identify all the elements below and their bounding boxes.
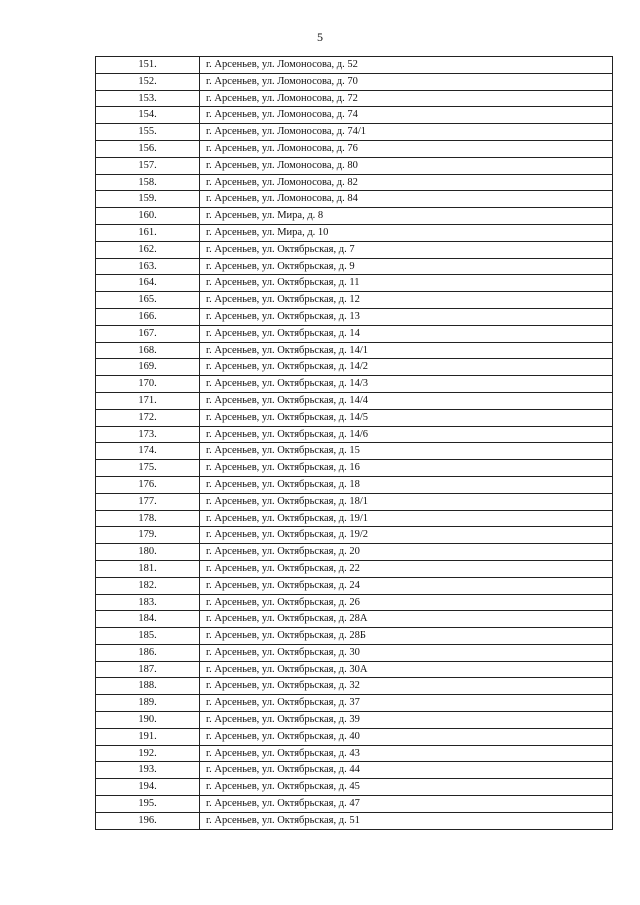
table-row xyxy=(96,308,613,325)
row-number: 164. xyxy=(96,275,200,292)
row-address: г. Арсеньев, ул. Октябрьская, д. 16 xyxy=(200,460,613,477)
table-row xyxy=(96,342,613,359)
row-number: 154. xyxy=(96,107,200,124)
row-address: г. Арсеньев, ул. Октябрьская, д. 45 xyxy=(200,779,613,796)
table-row xyxy=(96,241,613,258)
table-row xyxy=(96,376,613,393)
row-address: г. Арсеньев, ул. Октябрьская, д. 19/1 xyxy=(200,510,613,527)
row-number: 167. xyxy=(96,325,200,342)
row-number: 186. xyxy=(96,644,200,661)
row-number: 187. xyxy=(96,661,200,678)
table-row xyxy=(96,577,613,594)
table-row xyxy=(96,409,613,426)
table-row xyxy=(96,191,613,208)
row-number: 172. xyxy=(96,409,200,426)
table-row xyxy=(96,124,613,141)
table-row xyxy=(96,90,613,107)
table-row xyxy=(96,796,613,813)
table-row xyxy=(96,258,613,275)
row-address: г. Арсеньев, ул. Ломоносова, д. 84 xyxy=(200,191,613,208)
table-row xyxy=(96,661,613,678)
row-number: 158. xyxy=(96,174,200,191)
row-address: г. Арсеньев, ул. Октябрьская, д. 39 xyxy=(200,712,613,729)
row-number: 151. xyxy=(96,57,200,74)
row-number: 185. xyxy=(96,628,200,645)
row-address: г. Арсеньев, ул. Октябрьская, д. 19/2 xyxy=(200,527,613,544)
row-address: г. Арсеньев, ул. Октябрьская, д. 44 xyxy=(200,762,613,779)
row-address: г. Арсеньев, ул. Ломоносова, д. 70 xyxy=(200,73,613,90)
row-number: 160. xyxy=(96,208,200,225)
row-number: 175. xyxy=(96,460,200,477)
table-row xyxy=(96,359,613,376)
table-row xyxy=(96,443,613,460)
table-row xyxy=(96,476,613,493)
row-address: г. Арсеньев, ул. Октябрьская, д. 14/5 xyxy=(200,409,613,426)
row-address: г. Арсеньев, ул. Октябрьская, д. 51 xyxy=(200,812,613,829)
row-number: 188. xyxy=(96,678,200,695)
row-number: 171. xyxy=(96,392,200,409)
address-table xyxy=(95,56,613,830)
row-address: г. Арсеньев, ул. Октябрьская, д. 14 xyxy=(200,325,613,342)
row-address: г. Арсеньев, ул. Октябрьская, д. 14/3 xyxy=(200,376,613,393)
row-number: 162. xyxy=(96,241,200,258)
row-number: 189. xyxy=(96,695,200,712)
row-address: г. Арсеньев, ул. Октябрьская, д. 18 xyxy=(200,476,613,493)
address-table-body xyxy=(96,57,613,830)
table-row xyxy=(96,560,613,577)
row-address: г. Арсеньев, ул. Октябрьская, д. 15 xyxy=(200,443,613,460)
row-number: 157. xyxy=(96,157,200,174)
table-row xyxy=(96,812,613,829)
row-address: г. Арсеньев, ул. Октябрьская, д. 14/4 xyxy=(200,392,613,409)
table-row xyxy=(96,73,613,90)
row-number: 170. xyxy=(96,376,200,393)
row-number: 181. xyxy=(96,560,200,577)
row-address: г. Арсеньев, ул. Мира, д. 8 xyxy=(200,208,613,225)
row-address: г. Арсеньев, ул. Октябрьская, д. 37 xyxy=(200,695,613,712)
row-number: 180. xyxy=(96,544,200,561)
table-row xyxy=(96,493,613,510)
row-number: 173. xyxy=(96,426,200,443)
table-row xyxy=(96,628,613,645)
row-address: г. Арсеньев, ул. Октябрьская, д. 20 xyxy=(200,544,613,561)
row-address: г. Арсеньев, ул. Октябрьская, д. 40 xyxy=(200,728,613,745)
row-address: г. Арсеньев, ул. Октябрьская, д. 26 xyxy=(200,594,613,611)
row-address: г. Арсеньев, ул. Октябрьская, д. 30А xyxy=(200,661,613,678)
row-address: г. Арсеньев, ул. Октябрьская, д. 12 xyxy=(200,292,613,309)
row-address: г. Арсеньев, ул. Октябрьская, д. 14/6 xyxy=(200,426,613,443)
row-address: г. Арсеньев, ул. Ломоносова, д. 74 xyxy=(200,107,613,124)
row-address: г. Арсеньев, ул. Октябрьская, д. 11 xyxy=(200,275,613,292)
row-address: г. Арсеньев, ул. Октябрьская, д. 13 xyxy=(200,308,613,325)
table-row xyxy=(96,678,613,695)
table-row xyxy=(96,292,613,309)
table-row xyxy=(96,392,613,409)
row-address: г. Арсеньев, ул. Октябрьская, д. 7 xyxy=(200,241,613,258)
row-number: 182. xyxy=(96,577,200,594)
table-row xyxy=(96,275,613,292)
row-address: г. Арсеньев, ул. Октябрьская, д. 43 xyxy=(200,745,613,762)
table-row xyxy=(96,174,613,191)
row-address: г. Арсеньев, ул. Октябрьская, д. 14/2 xyxy=(200,359,613,376)
row-address: г. Арсеньев, ул. Октябрьская, д. 9 xyxy=(200,258,613,275)
table-row xyxy=(96,224,613,241)
row-number: 156. xyxy=(96,140,200,157)
row-number: 176. xyxy=(96,476,200,493)
row-number: 192. xyxy=(96,745,200,762)
row-number: 168. xyxy=(96,342,200,359)
table-row xyxy=(96,644,613,661)
table-row xyxy=(96,527,613,544)
page-number: 5 xyxy=(317,30,323,44)
row-address: г. Арсеньев, ул. Октябрьская, д. 14/1 xyxy=(200,342,613,359)
row-number: 161. xyxy=(96,224,200,241)
row-address: г. Арсеньев, ул. Октябрьская, д. 30 xyxy=(200,644,613,661)
row-number: 163. xyxy=(96,258,200,275)
row-number: 191. xyxy=(96,728,200,745)
row-address: г. Арсеньев, ул. Ломоносова, д. 76 xyxy=(200,140,613,157)
row-number: 152. xyxy=(96,73,200,90)
row-number: 155. xyxy=(96,124,200,141)
row-address: г. Арсеньев, ул. Ломоносова, д. 74/1 xyxy=(200,124,613,141)
row-address: г. Арсеньев, ул. Октябрьская, д. 47 xyxy=(200,796,613,813)
row-address: г. Арсеньев, ул. Октябрьская, д. 18/1 xyxy=(200,493,613,510)
row-number: 184. xyxy=(96,611,200,628)
table-row xyxy=(96,325,613,342)
table-row xyxy=(96,57,613,74)
row-address: г. Арсеньев, ул. Ломоносова, д. 72 xyxy=(200,90,613,107)
table-row xyxy=(96,745,613,762)
row-address: г. Арсеньев, ул. Октябрьская, д. 22 xyxy=(200,560,613,577)
row-address: г. Арсеньев, ул. Ломоносова, д. 80 xyxy=(200,157,613,174)
row-address: г. Арсеньев, ул. Ломоносова, д. 82 xyxy=(200,174,613,191)
table-row xyxy=(96,544,613,561)
table-row xyxy=(96,510,613,527)
row-number: 196. xyxy=(96,812,200,829)
table-row xyxy=(96,712,613,729)
table-row xyxy=(96,460,613,477)
row-number: 190. xyxy=(96,712,200,729)
row-number: 179. xyxy=(96,527,200,544)
row-number: 166. xyxy=(96,308,200,325)
row-number: 165. xyxy=(96,292,200,309)
table-row xyxy=(96,762,613,779)
row-number: 177. xyxy=(96,493,200,510)
table-row xyxy=(96,728,613,745)
table-row xyxy=(96,208,613,225)
row-number: 153. xyxy=(96,90,200,107)
row-number: 195. xyxy=(96,796,200,813)
table-row xyxy=(96,426,613,443)
table-row xyxy=(96,140,613,157)
row-address: г. Арсеньев, ул. Октябрьская, д. 28Б xyxy=(200,628,613,645)
table-row xyxy=(96,779,613,796)
table-row xyxy=(96,594,613,611)
row-number: 169. xyxy=(96,359,200,376)
table-row xyxy=(96,157,613,174)
row-address: г. Арсеньев, ул. Ломоносова, д. 52 xyxy=(200,57,613,74)
table-row xyxy=(96,611,613,628)
row-number: 183. xyxy=(96,594,200,611)
row-address: г. Арсеньев, ул. Октябрьская, д. 24 xyxy=(200,577,613,594)
table-row xyxy=(96,695,613,712)
row-number: 194. xyxy=(96,779,200,796)
table-row xyxy=(96,107,613,124)
row-number: 159. xyxy=(96,191,200,208)
row-number: 178. xyxy=(96,510,200,527)
row-number: 193. xyxy=(96,762,200,779)
row-address: г. Арсеньев, ул. Мира, д. 10 xyxy=(200,224,613,241)
row-number: 174. xyxy=(96,443,200,460)
row-address: г. Арсеньев, ул. Октябрьская, д. 28А xyxy=(200,611,613,628)
row-address: г. Арсеньев, ул. Октябрьская, д. 32 xyxy=(200,678,613,695)
